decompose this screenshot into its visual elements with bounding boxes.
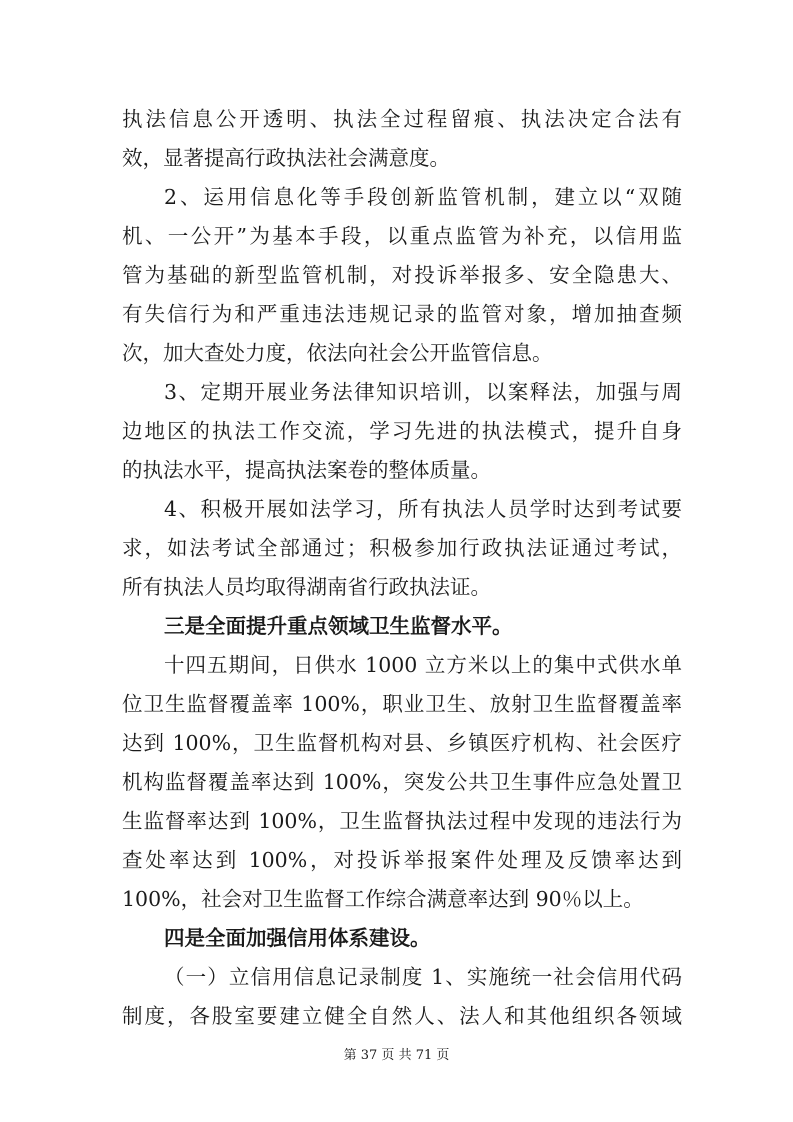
- text-line-6: 有失信行为和严重违法违规记录的监管对象，增加抽查频: [122, 302, 682, 326]
- paragraph-4-start: 4、积极开展如法学习，所有执法人员学时达到考试要: [164, 497, 682, 521]
- text-line-24: 制度，各股室要建立健全自然人、法人和其他组织各领域: [122, 1004, 682, 1028]
- text-line-17: 达到 100%，卫生监督机构对县、乡镇医疗机构、社会医疗: [122, 731, 682, 755]
- paragraph-3-start: 3、定期开展业务法律知识培训，以案释法，加强与周: [164, 380, 682, 404]
- paragraph-2-start: 2、运用信息化等手段创新监管机制，建立以“双随: [164, 185, 682, 209]
- paragraph-6-start: （一）立信用信息记录制度 1、实施统一社会信用代码: [164, 965, 682, 989]
- text-line-18: 机构监督覆盖率达到 100%，突发公共卫生事件应急处置卫: [122, 770, 682, 794]
- text-line-13: 所有执法人员均取得湖南省行政执法证。: [122, 575, 491, 599]
- paragraph-5-start: 十四五期间，日供水 1000 立方米以上的集中式供水单: [164, 653, 682, 677]
- text-line-21: 100%，社会对卫生监督工作综合满意率达到 90％以上。: [122, 887, 644, 911]
- text-line-5: 管为基础的新型监管机制，对投诉举报多、安全隐患大、: [122, 263, 682, 287]
- page-number-footer: 第 37 页 共 71 页: [343, 1048, 450, 1063]
- text-line-9: 边地区的执法工作交流，学习先进的执法模式，提升自身: [122, 419, 682, 443]
- text-line-20: 查处率达到 100%，对投诉举报案件处理及反馈率达到: [122, 848, 682, 872]
- section-heading-4: 四是全面加强信用体系建设。: [164, 926, 431, 950]
- text-line-10: 的执法水平，提高执法案卷的整体质量。: [122, 458, 491, 482]
- text-line-2: 效，显著提高行政执法社会满意度。: [122, 146, 450, 170]
- text-line-7: 次，加大查处力度，依法向社会公开监管信息。: [122, 341, 553, 365]
- text-line-12: 求，如法考试全部通过；积极参加行政执法证通过考试，: [122, 536, 682, 560]
- text-line-1: 执法信息公开透明、执法全过程留痕、执法决定合法有: [122, 107, 682, 131]
- text-line-16: 位卫生监督覆盖率 100%，职业卫生、放射卫生监督覆盖率: [122, 692, 682, 716]
- section-heading-3: 三是全面提升重点领域卫生监督水平。: [164, 614, 513, 638]
- text-line-4: 机、一公开”为基本手段，以重点监管为补充，以信用监: [122, 224, 682, 248]
- text-line-19: 生监督率达到 100%，卫生监督执法过程中发现的违法行为: [122, 809, 682, 833]
